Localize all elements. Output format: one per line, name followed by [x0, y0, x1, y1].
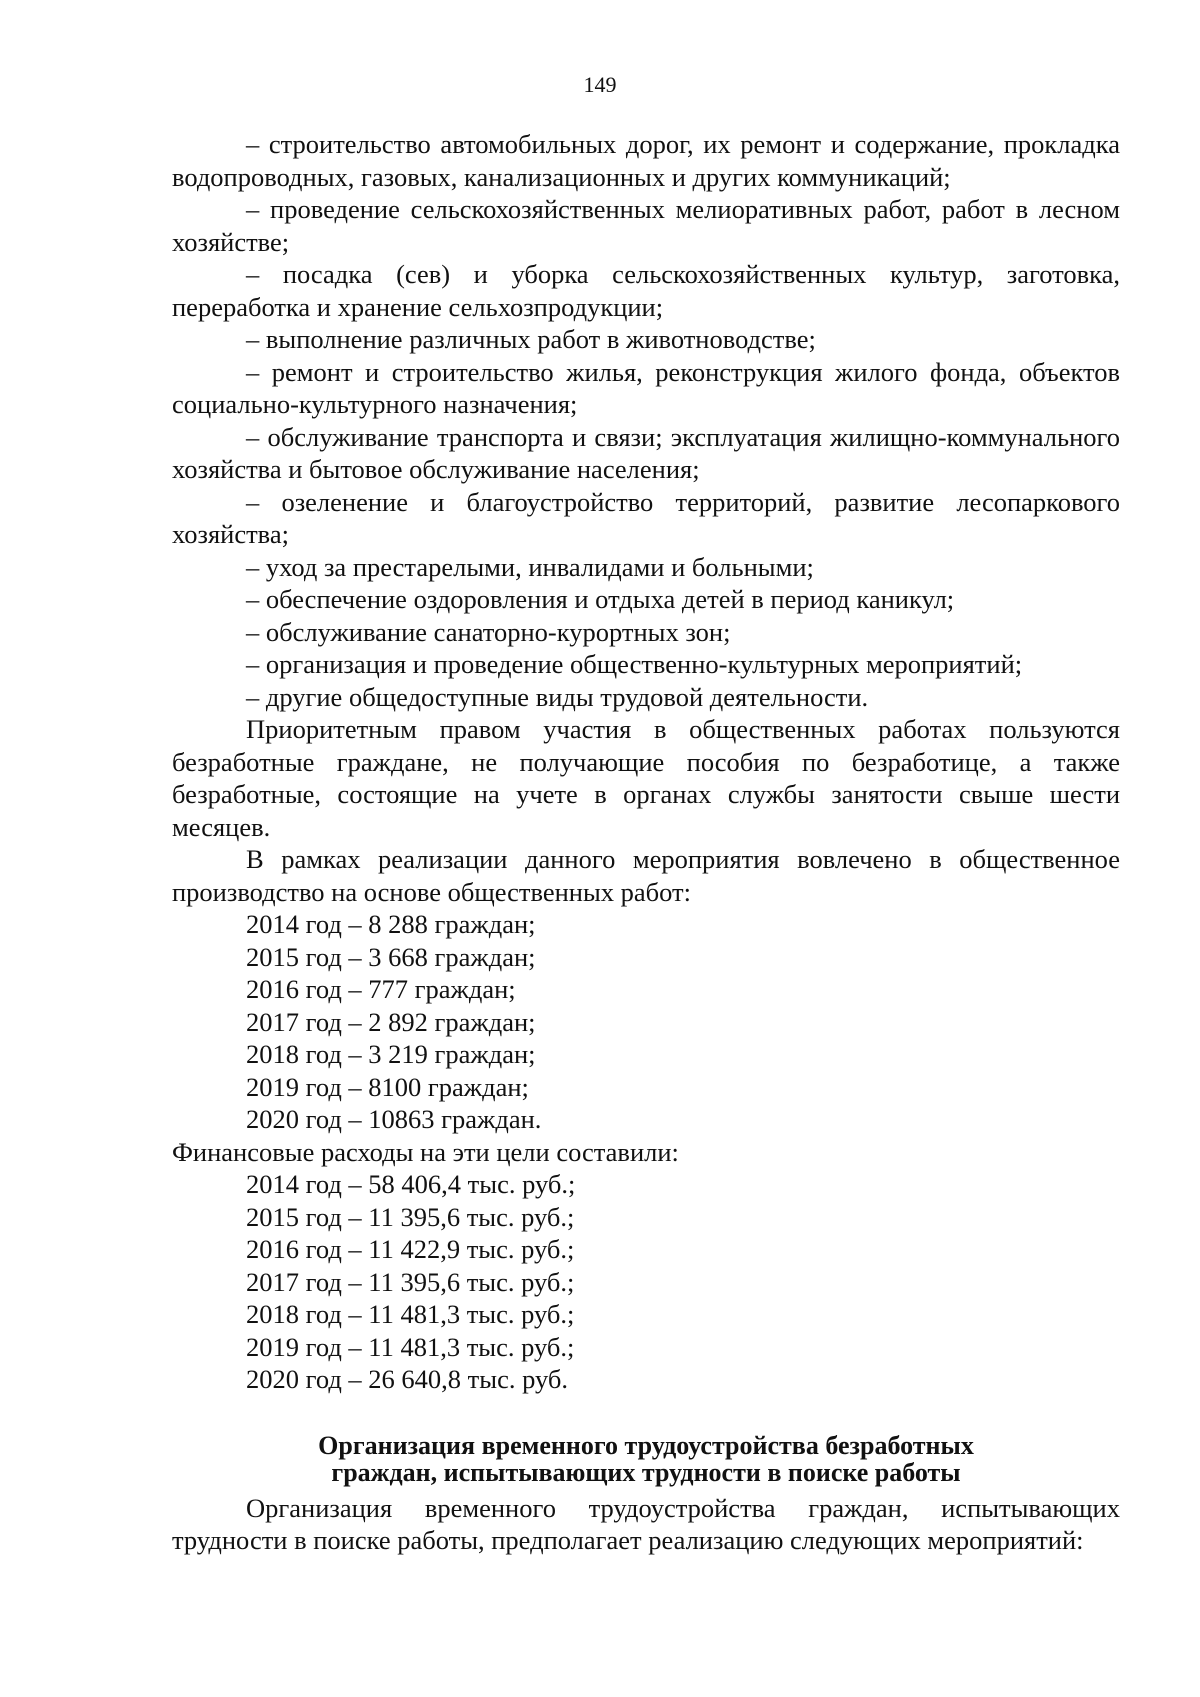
involved-intro-paragraph: В рамках реализации данного мероприятия вовлечено в общественное производство на основе общественных работ:	[172, 844, 1120, 907]
list-item: – посадка (сев) и уборка сельскохозяйственных культур, заготовка, переработка и хранение сельхозпродукции;	[172, 259, 1120, 322]
expenses-by-year-list	[172, 1168, 1120, 1396]
section-heading-line: граждан, испытывающих трудности в поиске работы	[331, 1457, 961, 1487]
list-item: – выполнение различных работ в животноводстве;	[246, 324, 816, 354]
list-item: – обслуживание транспорта и связи; эксплуатация жилищно-коммунального хозяйства и бытовое обслуживание населения;	[172, 421, 1120, 484]
involved-year-item: 2016 год – 777 граждан;	[246, 974, 516, 1004]
expense-year-item: 2019 год – 11 481,3 тыс. руб.;	[246, 1331, 575, 1362]
involved-by-year-list	[172, 908, 1120, 1136]
list-item: – другие общедоступные виды трудовой деятельности.	[246, 681, 869, 712]
expense-year-item: 2014 год – 58 406,4 тыс. руб.;	[246, 1169, 576, 1199]
public-works-list	[172, 128, 1120, 713]
expense-year-item: 2018 год – 11 481,3 тыс. руб.;	[246, 1299, 575, 1329]
involved-year-item: 2017 год – 2 892 граждан;	[246, 1006, 536, 1037]
involved-year-item: 2018 год – 3 219 граждан;	[246, 1039, 536, 1069]
section-paragraph: Организация временного трудоустройства граждан, испытывающих трудности в поиске работы, предполагает реализацию следующих мероприятий:	[172, 1492, 1120, 1555]
section-heading-line: Организация временного трудоустройства безработных	[318, 1430, 974, 1460]
list-item: – строительство автомобильных дорог, их ремонт и содержание, прокладка водопроводных, газовых, канализационных и других коммуникаций;	[172, 129, 1120, 192]
list-item: – обслуживание санаторно-курортных зон;	[246, 616, 731, 647]
page-number: 149	[583, 72, 617, 97]
expense-year-item: 2015 год – 11 395,6 тыс. руб.;	[246, 1201, 575, 1232]
involved-year-item: 2015 год – 3 668 граждан;	[246, 941, 536, 972]
involved-year-item: 2019 год – 8100 граждан;	[246, 1071, 529, 1102]
expense-year-item: 2017 год – 11 395,6 тыс. руб.;	[246, 1266, 575, 1297]
list-item: – уход за престарелыми, инвалидами и больными;	[246, 551, 814, 582]
list-item: – обеспечение оздоровления и отдыха детей в период каникул;	[246, 584, 955, 614]
page-content	[172, 128, 1120, 1557]
involved-year-item: 2014 год – 8 288 граждан;	[246, 909, 536, 939]
expense-year-item: 2020 год – 26 640,8 тыс. руб.	[246, 1364, 568, 1394]
involved-year-item: 2020 год – 10863 граждан.	[246, 1104, 542, 1134]
expenses-intro: Финансовые расходы на эти цели составили:	[172, 1136, 679, 1167]
expense-year-item: 2016 год – 11 422,9 тыс. руб.;	[246, 1234, 575, 1264]
section-heading	[172, 1432, 1120, 1486]
list-item: – озеленение и благоустройство территорий, развитие лесопаркового хозяйства;	[172, 486, 1120, 549]
list-item: – ремонт и строительство жилья, реконструкция жилого фонда, объектов социально-культурного назначения;	[172, 356, 1120, 419]
list-item: – организация и проведение общественно-культурных мероприятий;	[246, 649, 1023, 679]
priority-paragraph: Приоритетным правом участия в общественных работах пользуются безработные граждане, не получающие пособия по безработице, а также безработные, состоящие на учете в органах службы занятости свыше шести месяцев.	[172, 714, 1120, 842]
list-item: – проведение сельскохозяйственных мелиоративных работ, работ в лесном хозяйстве;	[172, 194, 1120, 257]
